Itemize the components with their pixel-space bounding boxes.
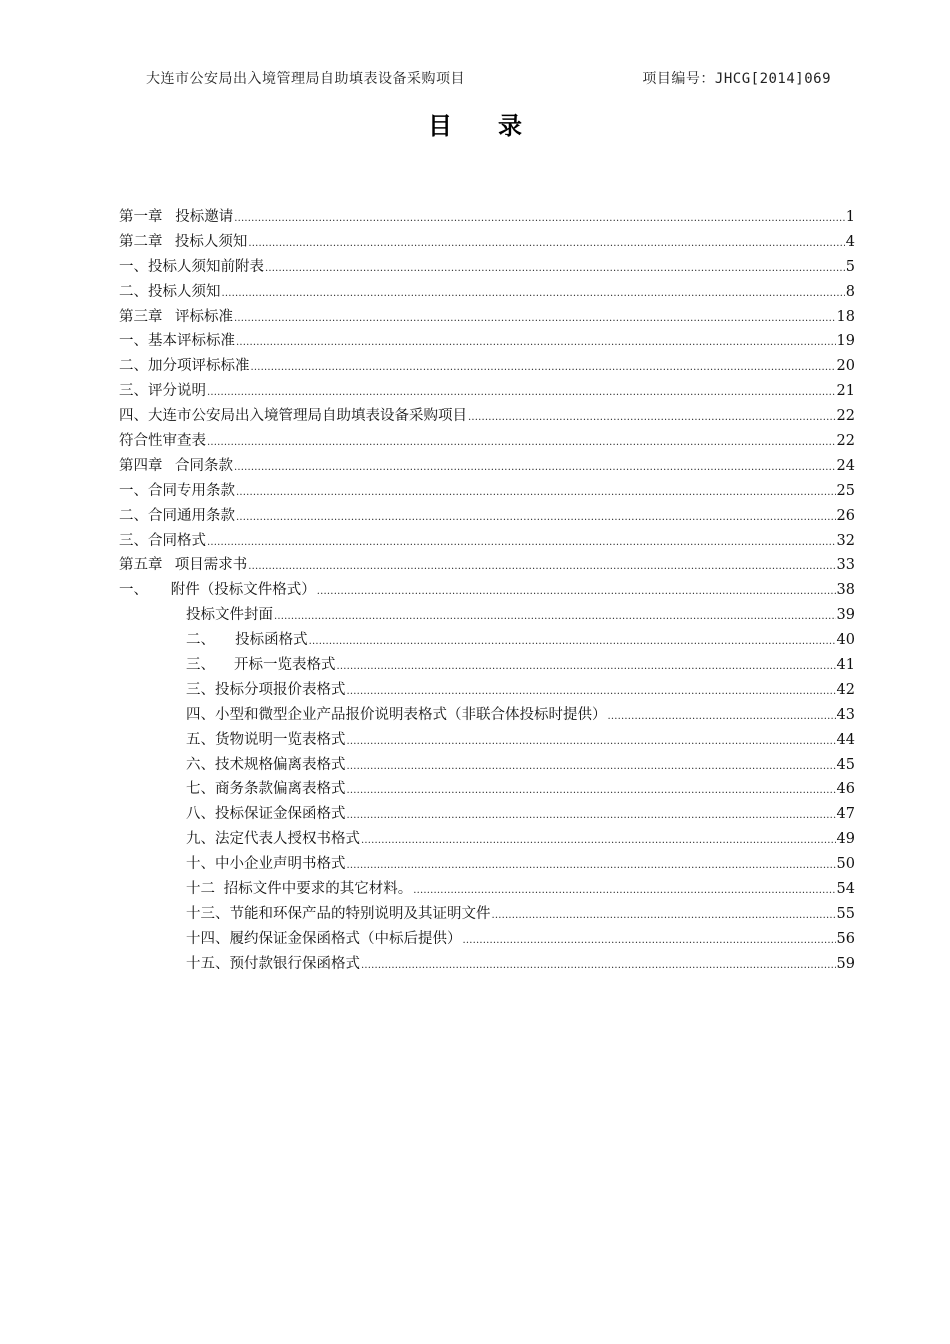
toc-page-number: 41 <box>836 657 855 674</box>
toc-entry-label: 项目需求书 <box>174 557 248 574</box>
toc-entry-label: 四、小型和微型企业产品报价说明表格式（非联合体投标时提供） <box>186 706 607 723</box>
toc-page-number: 43 <box>836 706 855 723</box>
toc-entry-label: 六、技术规格偏离表格式 <box>186 756 346 773</box>
toc-entry-label: 投标文件封面 <box>186 607 273 624</box>
toc-page-number: 33 <box>836 557 855 574</box>
toc-entry-number: 十二 <box>186 881 215 898</box>
toc-entry[interactable] <box>119 404 855 429</box>
toc-leader-dots <box>234 463 836 473</box>
toc-leader-dots <box>274 612 836 622</box>
toc-entry-label: 投标人须知 <box>174 233 248 250</box>
toc-chapter-number: 第四章 <box>119 457 163 474</box>
toc-page-number: 39 <box>836 607 855 624</box>
toc-entry-number: 一、 <box>119 582 148 599</box>
toc-leader-dots <box>207 438 836 448</box>
toc-entry-label: 五、货物说明一览表格式 <box>186 731 346 748</box>
toc-entry[interactable] <box>119 852 855 877</box>
toc-leader-dots <box>248 239 844 249</box>
toc-entry[interactable] <box>119 827 855 852</box>
toc-entry[interactable] <box>119 678 855 703</box>
toc-page-number: 25 <box>836 482 855 499</box>
toc-entry[interactable] <box>119 504 855 529</box>
toc-entry-number: 三、 <box>186 657 215 674</box>
toc-entry[interactable] <box>119 305 855 330</box>
toc-entry-label: 符合性审查表 <box>119 433 206 450</box>
toc-entry-label: 三、评分说明 <box>119 383 206 400</box>
toc-leader-dots <box>347 687 836 697</box>
toc-entry[interactable] <box>119 379 855 404</box>
toc-entry[interactable] <box>119 653 855 678</box>
toc-leader-dots <box>347 811 836 821</box>
toc-page-number: 44 <box>836 731 855 748</box>
toc-leader-dots <box>207 538 836 548</box>
toc-leader-dots <box>265 264 845 274</box>
toc-page-number: 47 <box>836 806 855 823</box>
toc-leader-dots <box>309 637 836 647</box>
toc-page-number: 55 <box>836 905 855 922</box>
toc-leader-dots <box>248 562 835 572</box>
toc-page-number: 38 <box>836 582 855 599</box>
toc-leader-dots <box>347 861 836 871</box>
toc-page-number: 49 <box>836 831 855 848</box>
toc-leader-dots <box>236 488 836 498</box>
toc-leader-dots <box>413 886 835 896</box>
toc-entry-label: 一、投标人须知前附表 <box>119 258 264 275</box>
toc-page-number: 54 <box>836 881 855 898</box>
toc-page-number: 40 <box>836 632 855 649</box>
toc-page-number: 18 <box>836 308 855 325</box>
toc-page-number: 32 <box>836 532 855 549</box>
toc-leader-dots <box>361 836 836 846</box>
toc-entry-label: 七、商务条款偏离表格式 <box>186 781 346 798</box>
toc-entry[interactable] <box>119 603 855 628</box>
toc-entry-label: 二、加分项评标标准 <box>119 358 250 375</box>
toc-leader-dots <box>234 214 845 224</box>
page-header <box>146 68 831 92</box>
toc-entry-label: 二、投标人须知 <box>119 283 221 300</box>
toc-entry-label: 八、投标保证金保函格式 <box>186 806 346 823</box>
toc-page-number: 22 <box>836 433 855 450</box>
toc-entry[interactable] <box>119 703 855 728</box>
toc-page-number: 8 <box>845 283 855 300</box>
toc-leader-dots <box>361 961 836 971</box>
toc-page-number: 45 <box>836 756 855 773</box>
toc-leader-dots <box>347 737 836 747</box>
toc-entry[interactable] <box>119 578 855 603</box>
toc-leader-dots <box>468 413 836 423</box>
toc-entry[interactable] <box>119 553 855 578</box>
toc-chapter-number: 第二章 <box>119 233 163 250</box>
toc-entry-label: 附件（投标文件格式） <box>170 582 316 599</box>
toc-entry-label: 四、大连市公安局出入境管理局自助填表设备采购项目 <box>119 408 467 425</box>
toc-entry-label: 十、中小企业声明书格式 <box>186 856 346 873</box>
toc-leader-dots <box>222 289 845 299</box>
toc-entry[interactable] <box>119 354 855 379</box>
toc-entry[interactable] <box>119 280 855 305</box>
header-project-number: 项目编号：JHCG[2014]069 <box>642 71 831 87</box>
page-title: 目录 <box>428 112 568 140</box>
toc-leader-dots <box>236 338 836 348</box>
toc-entry-label: 九、法定代表人授权书格式 <box>186 831 360 848</box>
toc-entry[interactable] <box>119 329 855 354</box>
toc-entry-label: 招标文件中要求的其它材料。 <box>223 881 413 898</box>
toc-entry[interactable] <box>119 479 855 504</box>
toc-chapter-number: 第五章 <box>119 557 163 574</box>
toc-page-number: 19 <box>836 333 855 350</box>
toc-entry-label: 合同条款 <box>175 457 234 474</box>
toc-leader-dots <box>236 513 836 523</box>
toc-entry-label: 投标函格式 <box>235 632 308 649</box>
toc-leader-dots <box>337 662 836 672</box>
toc-entry[interactable] <box>119 529 855 554</box>
toc-entry[interactable] <box>119 230 855 255</box>
toc-entry[interactable] <box>119 205 855 230</box>
toc-entry[interactable] <box>119 255 855 280</box>
toc-entry-label: 开标一览表格式 <box>234 657 336 674</box>
toc-page-number: 22 <box>836 408 855 425</box>
toc-entry-number: 二、 <box>186 632 215 649</box>
toc-page-number: 24 <box>836 457 855 474</box>
toc-entry[interactable] <box>119 902 855 927</box>
toc-page-number: 1 <box>845 209 855 225</box>
toc-leader-dots <box>347 762 836 772</box>
toc-leader-dots <box>463 936 836 946</box>
toc-entry[interactable] <box>119 753 855 778</box>
toc-page-number: 50 <box>836 856 855 873</box>
toc-entry-label: 十三、节能和环保产品的特别说明及其证明文件 <box>186 905 491 922</box>
toc-leader-dots <box>234 314 836 324</box>
toc-chapter-number: 第三章 <box>119 308 163 325</box>
toc-page-number: 42 <box>836 681 855 698</box>
toc-page-number: 21 <box>836 383 855 400</box>
toc-entry[interactable] <box>119 429 855 454</box>
header-project-name: 大连市公安局出入境管理局自助填表设备采购项目 <box>146 71 465 87</box>
toc-entry-label: 二、合同通用条款 <box>119 507 235 524</box>
toc-page-number: 26 <box>836 507 855 524</box>
table-of-contents <box>119 205 855 977</box>
toc-entry-label: 三、投标分项报价表格式 <box>186 681 346 698</box>
toc-entry[interactable] <box>119 877 855 902</box>
toc-page-number: 4 <box>845 233 855 250</box>
toc-leader-dots <box>492 911 836 921</box>
toc-entry-label: 评标标准 <box>175 308 234 325</box>
toc-leader-dots <box>347 786 836 796</box>
toc-leader-dots <box>251 363 836 373</box>
toc-page-number: 5 <box>845 258 855 275</box>
toc-page-number: 46 <box>836 781 855 798</box>
toc-entry[interactable] <box>119 628 855 653</box>
toc-entry-label: 一、合同专用条款 <box>119 482 235 499</box>
toc-entry[interactable] <box>119 802 855 827</box>
toc-leader-dots <box>207 388 836 398</box>
toc-entry-label: 一、基本评标标准 <box>119 333 235 350</box>
toc-entry-label: 投标邀请 <box>175 209 234 225</box>
toc-page-number: 59 <box>836 955 855 972</box>
toc-entry-label: 十四、履约保证金保函格式（中标后提供） <box>186 930 462 947</box>
toc-page-number: 20 <box>836 358 855 375</box>
toc-chapter-number: 第一章 <box>119 209 163 225</box>
toc-leader-dots <box>317 587 836 597</box>
toc-entry[interactable] <box>119 777 855 802</box>
toc-entry[interactable] <box>119 952 855 977</box>
toc-entry[interactable] <box>119 728 855 753</box>
toc-entry-label: 三、合同格式 <box>119 532 206 549</box>
toc-entry[interactable] <box>119 454 855 479</box>
toc-page-number: 56 <box>836 930 855 947</box>
toc-leader-dots <box>608 712 836 722</box>
toc-entry[interactable] <box>119 927 855 952</box>
toc-entry-label: 十五、预付款银行保函格式 <box>186 955 360 972</box>
